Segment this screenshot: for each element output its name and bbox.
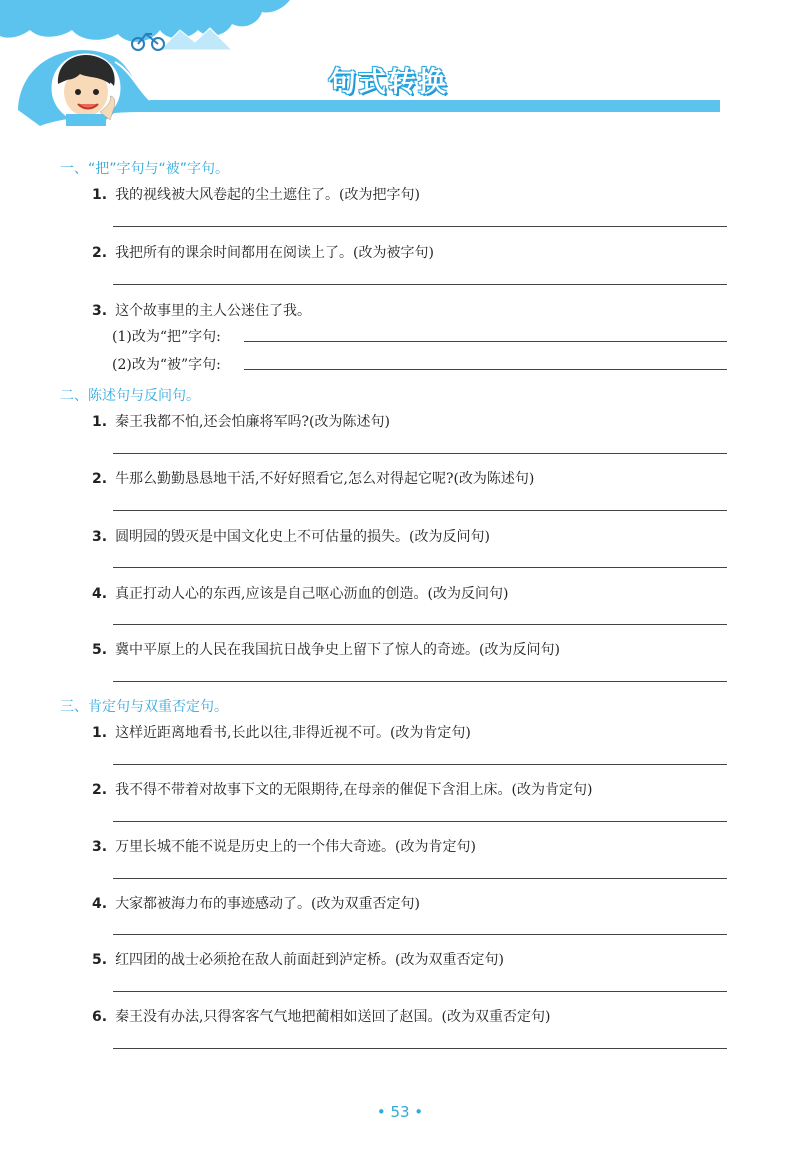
answer-line[interactable]: [244, 369, 727, 370]
sub-question-label: (2)改为“被”字句:: [112, 357, 221, 373]
question: [92, 893, 420, 913]
question: [92, 300, 311, 320]
question: [92, 583, 508, 603]
question-number: 2.: [92, 782, 108, 798]
section-heading: 二、陈述句与反问句。: [60, 388, 200, 404]
question-text: 牛那么勤勤恳恳地干活,不好好照看它,怎么对得起它呢?(改为陈述句): [115, 471, 535, 487]
page-number: • 53 •: [376, 1103, 424, 1121]
question: [92, 411, 390, 431]
question-text: 秦王没有办法,只得客客气气地把蔺相如送回了赵国。(改为双重否定句): [115, 1009, 551, 1025]
question: [92, 242, 434, 262]
question-text: 真正打动人心的东西,应该是自己呕心沥血的创造。(改为反问句): [115, 586, 509, 602]
question-text: 我不得不带着对故事下文的无限期待,在母亲的催促下含泪上床。(改为肯定句): [115, 782, 593, 798]
answer-line[interactable]: [113, 681, 727, 682]
answer-line[interactable]: [113, 453, 727, 454]
question-number: 2.: [92, 471, 108, 487]
question-number: 6.: [92, 1009, 108, 1025]
section-heading: 三、肯定句与双重否定句。: [60, 699, 228, 715]
question: [92, 779, 592, 799]
question-text: 我的视线被大风卷起的尘土遮住了。(改为把字句): [115, 187, 420, 203]
question-number: 3.: [92, 529, 108, 545]
question-number: 1.: [92, 187, 108, 203]
section-heading: 一、“把”字句与“被”字句。: [60, 161, 230, 177]
question: [92, 949, 504, 969]
question: [92, 1006, 550, 1026]
question: [92, 468, 534, 488]
question-text: 这个故事里的主人公迷住了我。: [115, 303, 312, 319]
page-header: [0, 0, 800, 130]
answer-line[interactable]: [113, 567, 727, 568]
question-number: 5.: [92, 642, 108, 658]
answer-line[interactable]: [113, 934, 727, 935]
question-number: 2.: [92, 245, 108, 261]
question-text: 秦王我都不怕,还会怕廉将军吗?(改为陈述句): [115, 414, 390, 430]
question-text: 大家都被海力布的事迹感动了。(改为双重否定句): [115, 896, 420, 912]
answer-line[interactable]: [113, 1048, 727, 1049]
question-text: 冀中平原上的人民在我国抗日战争史上留下了惊人的奇迹。(改为反问句): [115, 642, 560, 658]
question-number: 3.: [92, 839, 108, 855]
answer-line[interactable]: [244, 341, 727, 342]
answer-line[interactable]: [113, 510, 727, 511]
answer-line[interactable]: [113, 764, 727, 765]
answer-line[interactable]: [113, 284, 727, 285]
question-number: 1.: [92, 414, 108, 430]
page-title: 句式转换: [328, 65, 449, 98]
question-number: 1.: [92, 725, 108, 741]
answer-line[interactable]: [113, 624, 727, 625]
question-text: 这样近距离地看书,长此以往,非得近视不可。(改为肯定句): [115, 725, 471, 741]
question-text: 红四团的战士必须抢在敌人前面赶到泸定桥。(改为双重否定句): [115, 952, 504, 968]
boy-avatar: [50, 52, 122, 126]
question-number: 3.: [92, 303, 108, 319]
question-number: 4.: [92, 586, 108, 602]
question: [92, 722, 471, 742]
question: [92, 184, 420, 204]
question-text: 万里长城不能不说是历史上的一个伟大奇迹。(改为肯定句): [115, 839, 476, 855]
question: [92, 526, 490, 546]
answer-line[interactable]: [113, 878, 727, 879]
question-text: 我把所有的课余时间都用在阅读上了。(改为被字句): [115, 245, 434, 261]
question-number: 5.: [92, 952, 108, 968]
answer-line[interactable]: [113, 226, 727, 227]
question-text: 圆明园的毁灭是中国文化史上不可估量的损失。(改为反问句): [115, 529, 490, 545]
question: [92, 639, 560, 659]
question-number: 4.: [92, 896, 108, 912]
question: [92, 836, 476, 856]
sub-question-label: (1)改为“把”字句:: [112, 329, 221, 345]
answer-line[interactable]: [113, 821, 727, 822]
answer-line[interactable]: [113, 991, 727, 992]
